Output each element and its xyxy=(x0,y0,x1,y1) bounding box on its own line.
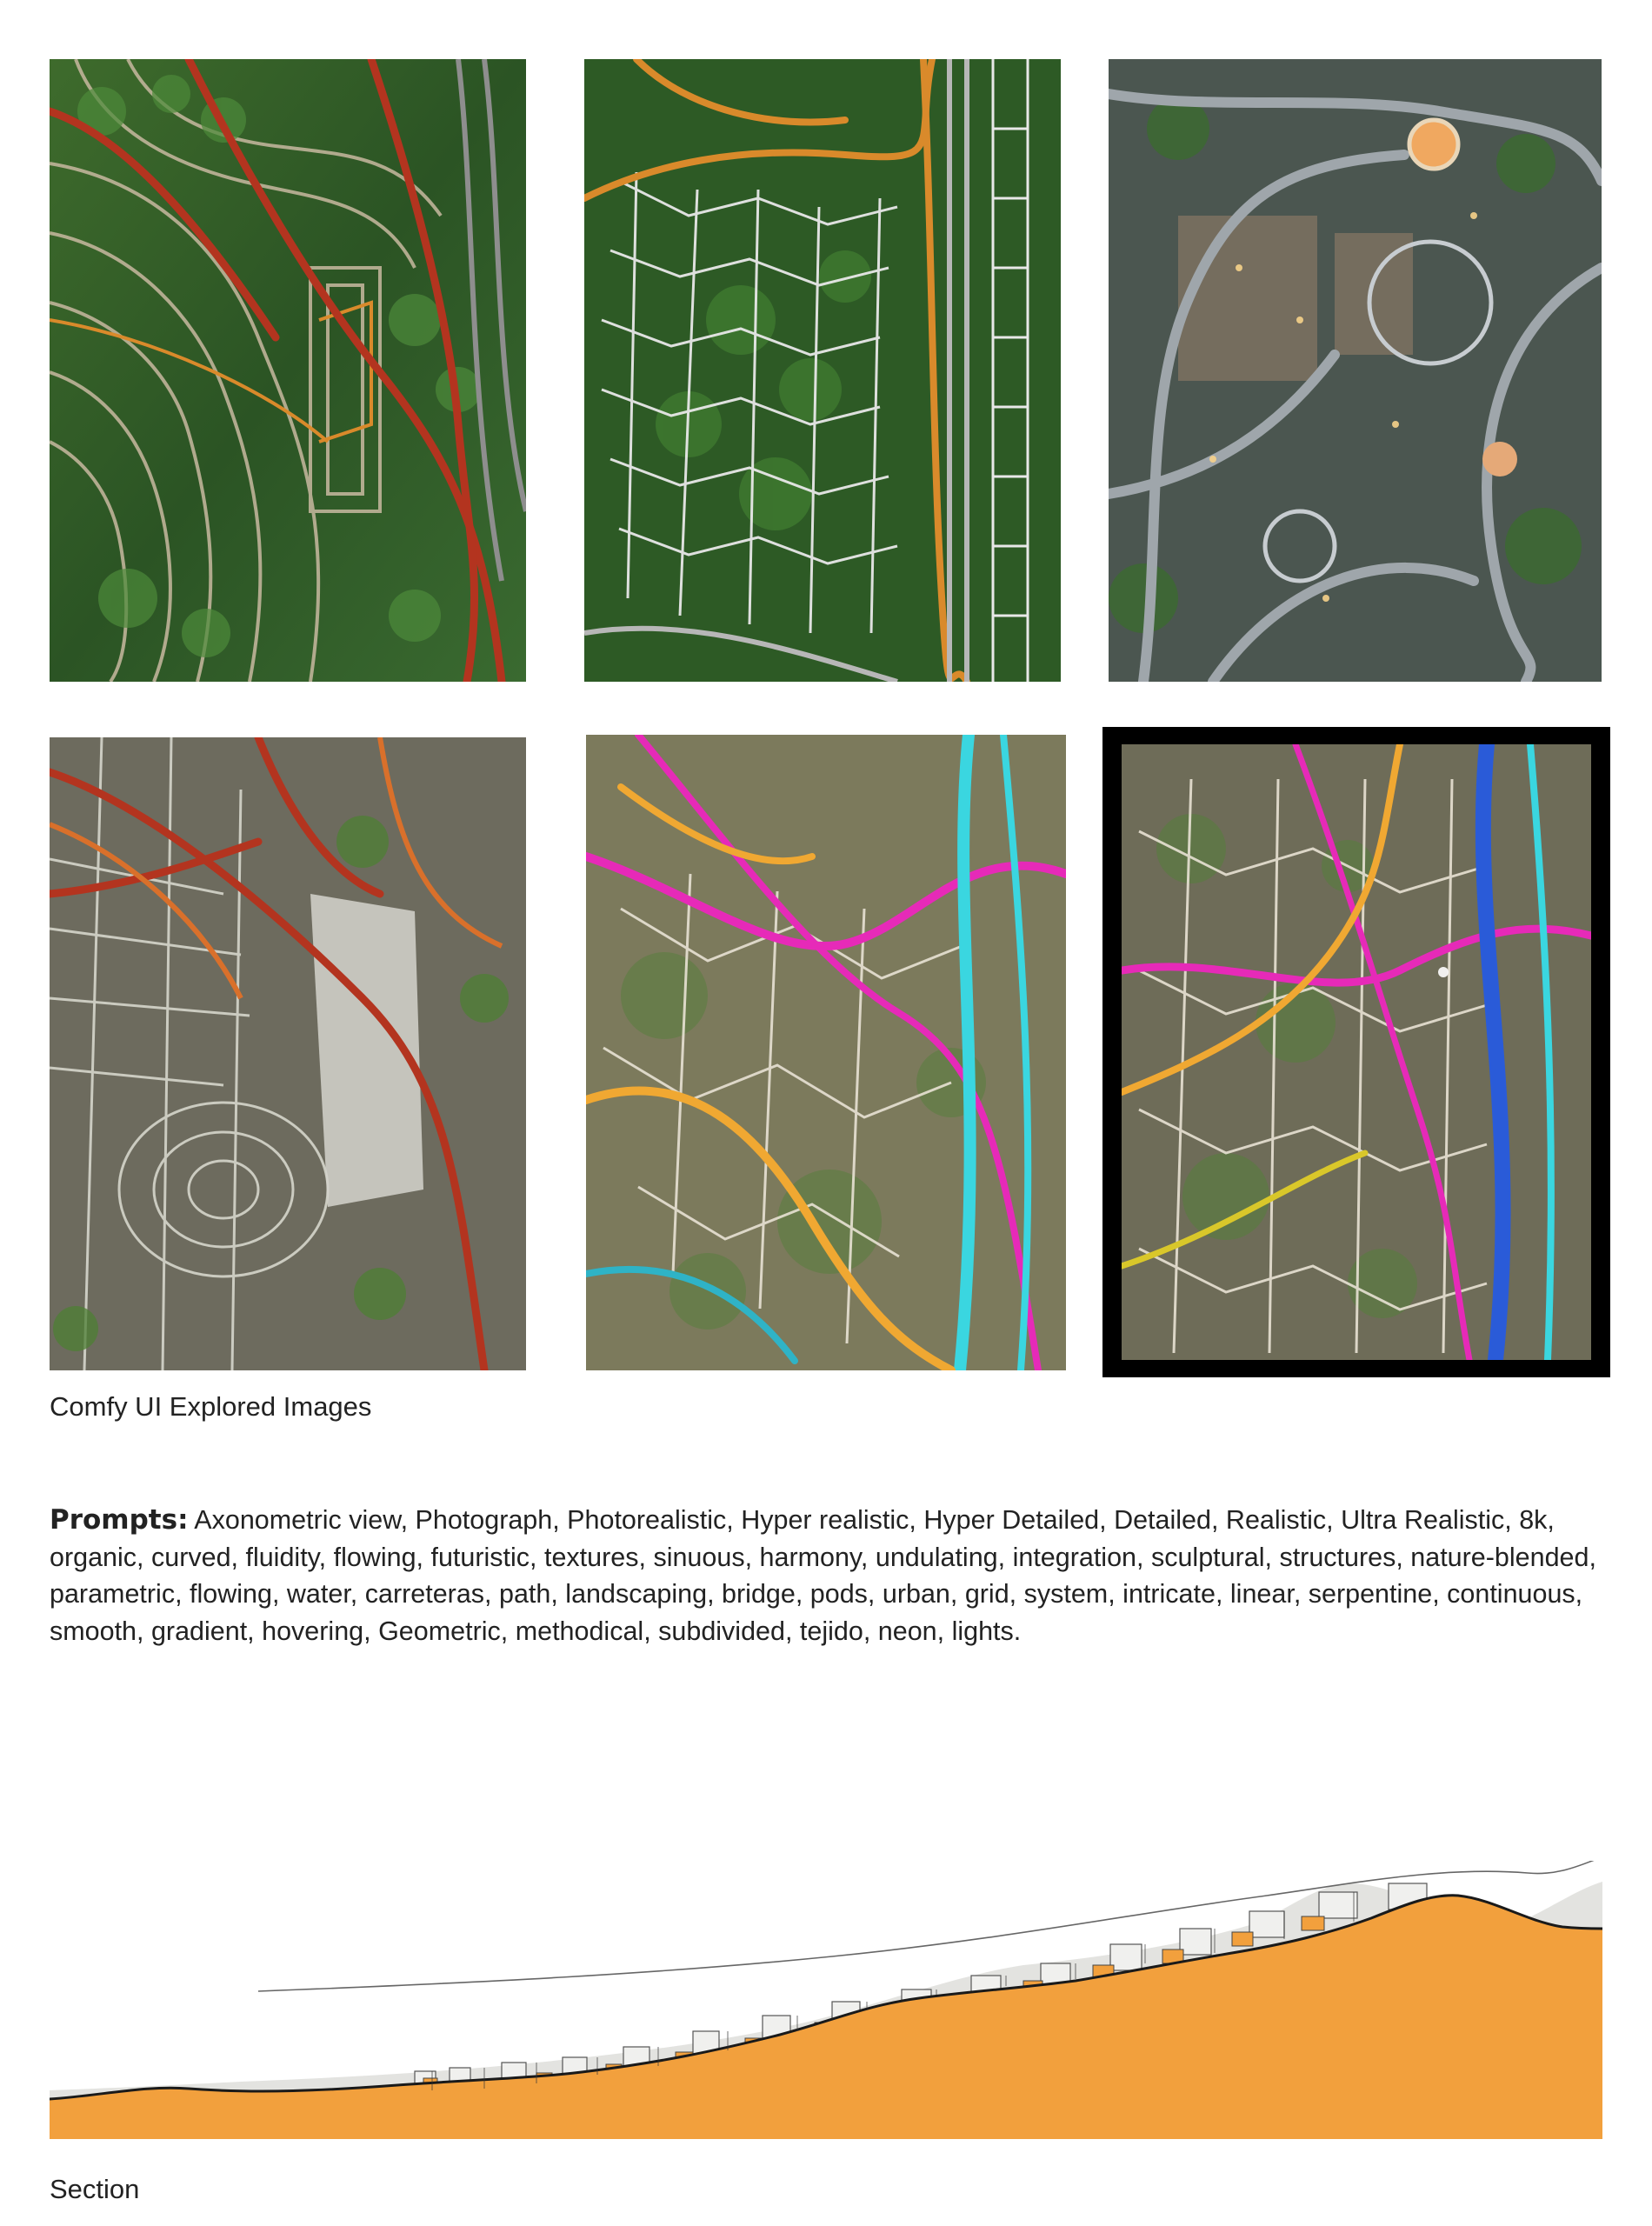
prompts-paragraph xyxy=(50,1502,1606,1650)
section-caption: Section xyxy=(50,2174,140,2204)
image-1-art xyxy=(50,59,526,682)
image-4-art xyxy=(50,737,526,1370)
image-2-art xyxy=(584,59,1061,682)
image-3-art xyxy=(1109,59,1602,682)
prompts-label: Prompts: xyxy=(50,1504,189,1536)
image-6-art xyxy=(1122,744,1591,1360)
image-4 xyxy=(50,737,526,1370)
section-art xyxy=(50,1861,1602,2139)
image-3 xyxy=(1109,59,1602,682)
image-6 xyxy=(1122,744,1591,1360)
section-drawing xyxy=(50,1861,1602,2139)
image-5-art xyxy=(586,735,1066,1370)
prompts-text: Axonometric view, Photograph, Photorealistic, Hyper realistic, Hyper Detailed, Detailed, Realistic, Ultra Realistic, 8k, organic, curved, fluidity, flowing, futuristic, textures, sinuous, harmony, undulating, integration, sculptural, structures, nature-blended, parametric, flowing, water, carreteras, path, landscaping, bridge, pods, urban, grid, system, intricate, linear, serpentine, continuous, smooth, gradient, hovering, Geometric, methodical, subdivided, tejido, neon, lights. xyxy=(50,1505,1596,1646)
gallery-caption: Comfy UI Explored Images xyxy=(50,1391,372,1422)
image-2 xyxy=(584,59,1061,682)
image-1 xyxy=(50,59,526,682)
image-5 xyxy=(586,735,1066,1370)
